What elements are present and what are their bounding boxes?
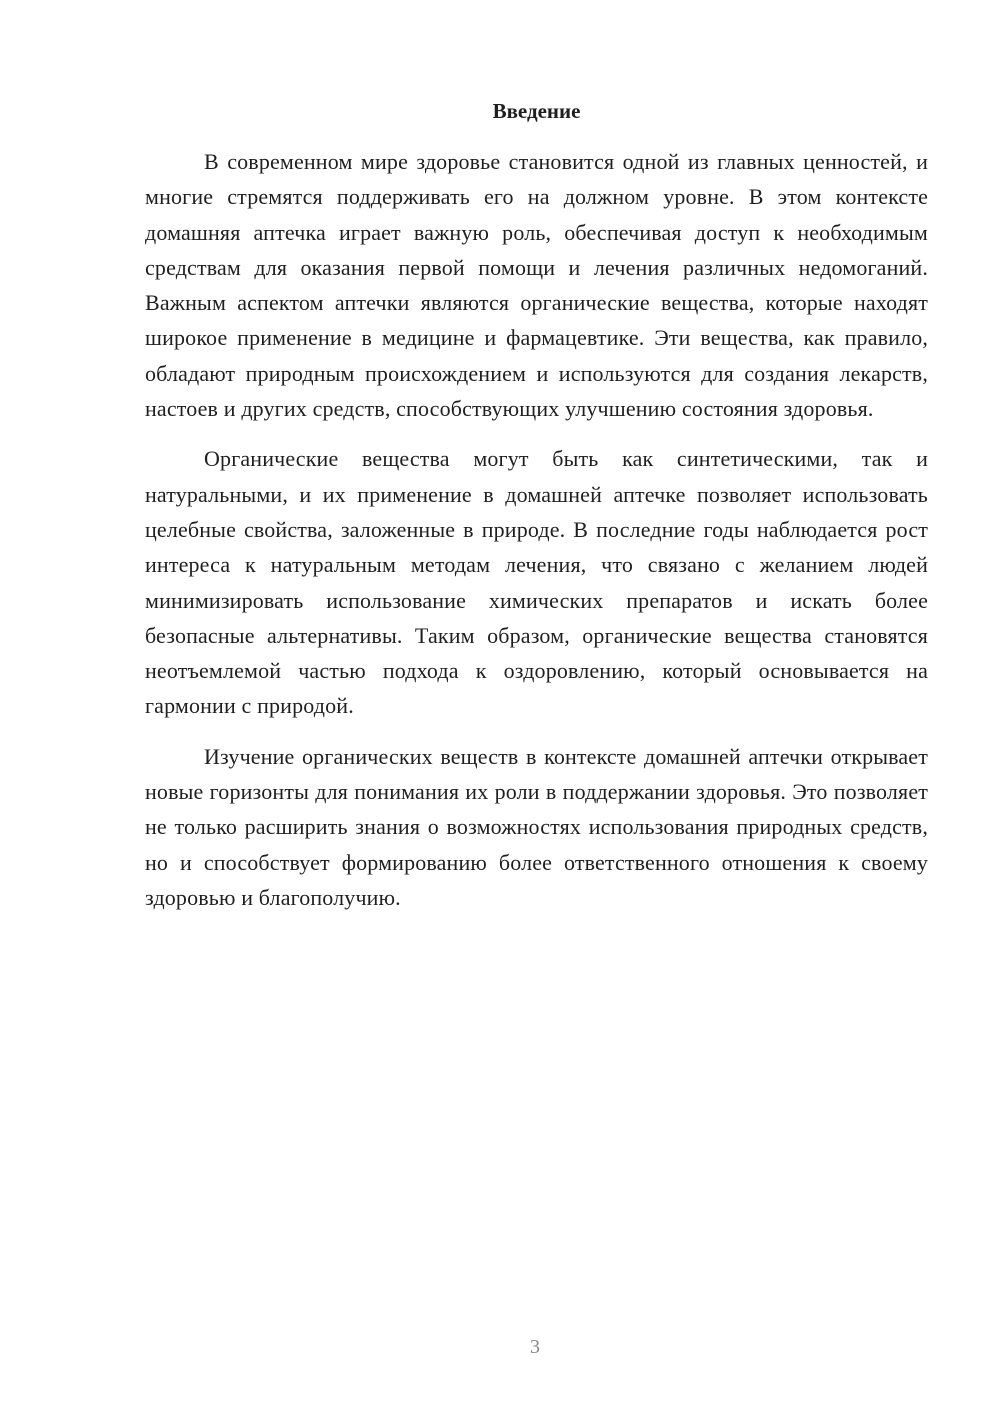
paragraph-3: Изучение органических веществ в контексте домашней аптечки открывает новые горизонты для понимания их роли в поддержании здоровья. Это позволяет не только расширить знания о возможностях использования природных средств, но и способствует формированию более ответственного отношения к своему здоровью и благополучию. bbox=[145, 743, 928, 910]
paragraph-1: В современном мире здоровье становится одной из главных ценностей, и многие стремятся поддерживать его на должном уровне. В этом контексте домашняя аптечка играет важную роль, обеспечивая доступ к необходимым средствам для оказания первой помощи и лечения различных недомоганий. Важным аспектом аптечки являются органические вещества, которые находят широкое применение в медицине и фармацевтике. Эти вещества, как правило, обладают природным происхождением и используются для создания лекарств, настоев и других средств, способствующих улучшению состояния здоровья. bbox=[145, 149, 928, 422]
section-title: Введение bbox=[492, 99, 581, 123]
paragraph-2: Органические вещества могут быть как синтетическими, так и натуральными, и их применение в домашней аптечке позволяет использовать целебные свойства, заложенные в природе. В последние годы наблюдается рост интереса к натуральным методам лечения, что связано с желанием людей минимизировать использование химических препаратов и искать более безопасные альтернативы. Таким образом, органические вещества становятся неотъемлемой частью подхода к оздоровлению, который основывается на гармонии с природой. bbox=[145, 446, 928, 719]
page-content bbox=[145, 96, 928, 930]
page-number: 3 bbox=[530, 1336, 540, 1358]
